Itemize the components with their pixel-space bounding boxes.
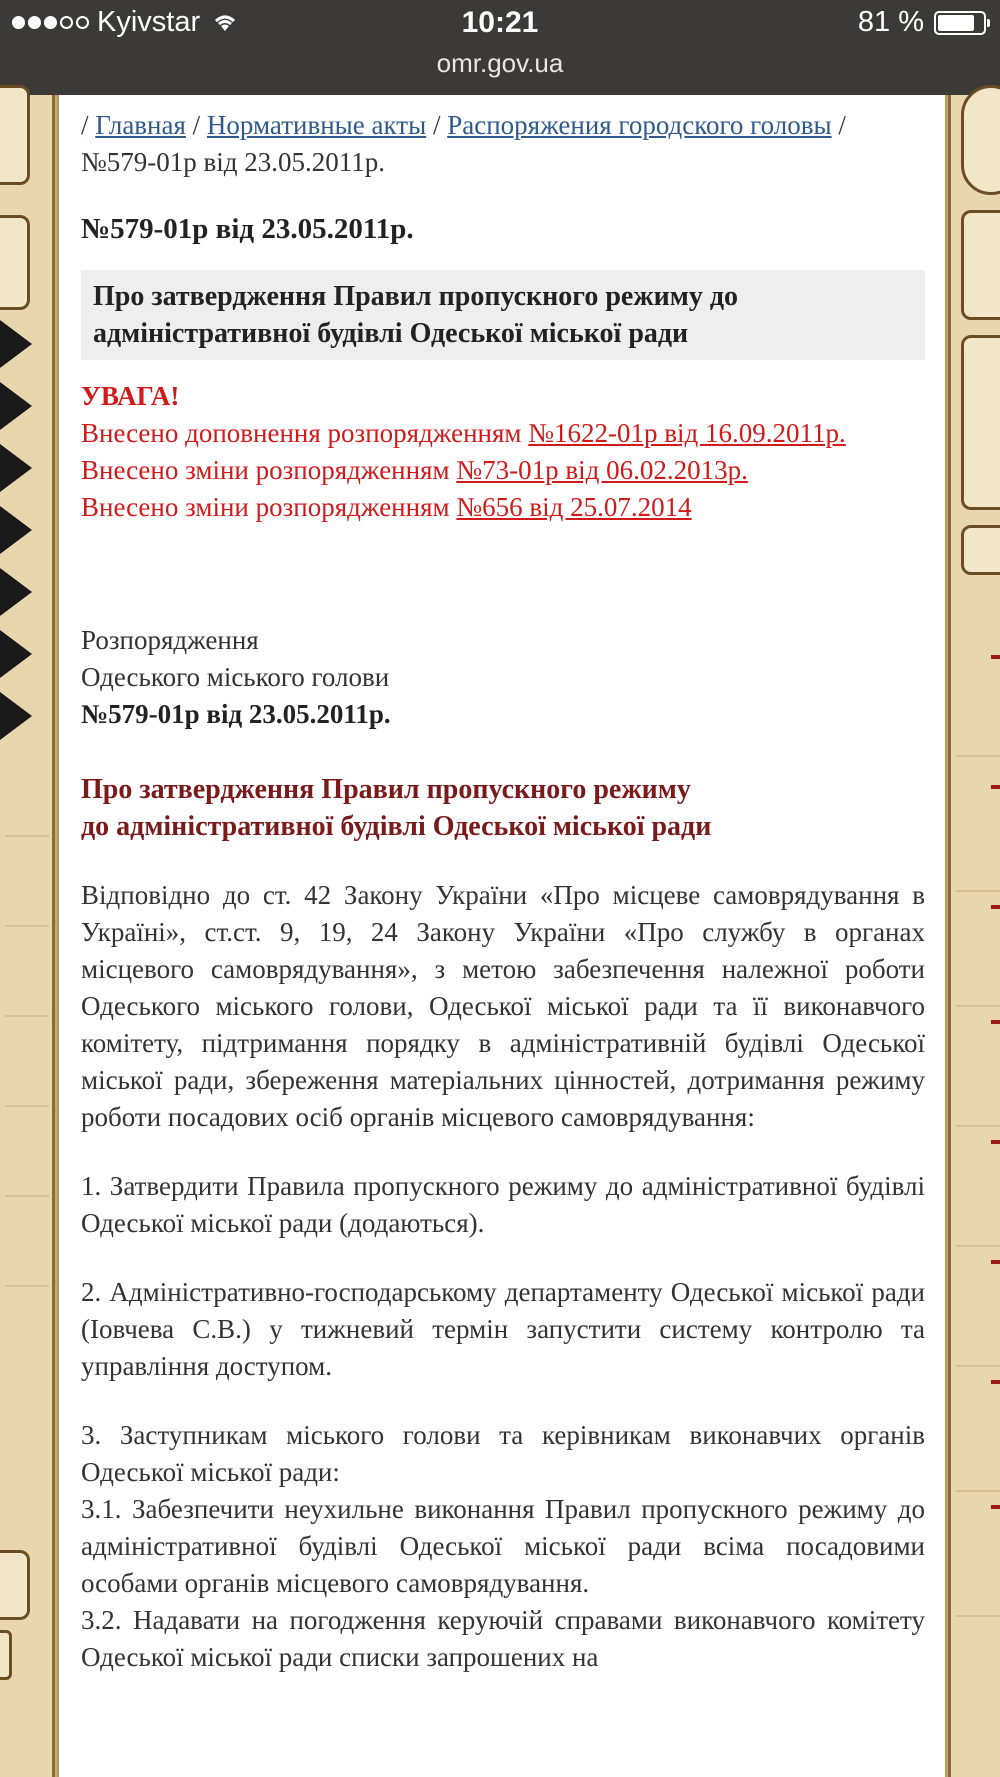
divider (5, 925, 49, 927)
divider (956, 1365, 1000, 1367)
amendment-link[interactable]: №1622-01р від 16.09.2011р. (528, 418, 846, 448)
divider (956, 890, 1000, 892)
decree-issuer: Одеського міського голови (81, 662, 390, 692)
news-marker (991, 1505, 1000, 1509)
menu-arrow-icon[interactable] (0, 630, 32, 678)
decree-title (81, 771, 925, 845)
right-news-box (961, 335, 1000, 510)
document-title-box (81, 270, 925, 360)
amendment-line (81, 489, 925, 526)
battery-info (858, 6, 986, 39)
decree-title-line: Про затвердження Правил пропускного режиму (81, 774, 691, 805)
right-deco-frame (961, 210, 1000, 320)
decree-item-1: 1. Затвердити Правила пропускного режиму до адміністративної будівлі Одеської міської ради (додаються). (81, 1171, 925, 1238)
breadcrumb-separator: / (432, 110, 441, 140)
news-marker (991, 905, 1000, 909)
divider (956, 755, 1000, 757)
right-deco-frame (961, 525, 1000, 575)
divider (5, 1105, 49, 1107)
decree-item-3: 3. Заступникам міського голови та керівникам виконавчих органів Одеської міської ради: (81, 1420, 925, 1487)
notice-heading: УВАГА! (81, 381, 180, 411)
left-input-fragment[interactable] (0, 1630, 12, 1680)
decree-item-2: 2. Адміністративно-господарському департаменту Одеської міської ради (Іовчева С.В.) у тижневий термін запустити систему контролю та управління доступом. (81, 1277, 925, 1381)
document-title-line: Про затвердження Правил пропускного режиму до (93, 281, 738, 312)
decree-type: Розпорядження (81, 625, 259, 655)
divider (956, 1005, 1000, 1007)
breadcrumb-current: №579-01р від 23.05.2011р. (81, 147, 385, 177)
amendments-notice (81, 378, 925, 526)
document-title-line: адміністративної будівлі Одеської міської ради (93, 318, 689, 349)
status-bar (0, 0, 1000, 95)
divider (5, 1015, 49, 1017)
left-deco-frame (0, 215, 30, 310)
menu-arrow-icon[interactable] (0, 320, 32, 368)
menu-arrow-icon[interactable] (0, 506, 32, 554)
amendment-line (81, 415, 925, 452)
divider (956, 1490, 1000, 1492)
breadcrumb-separator: / (192, 110, 201, 140)
left-deco-frame (0, 1550, 30, 1620)
main-content (57, 95, 947, 1777)
breadcrumb-acts-link[interactable]: Нормативные акты (206, 110, 427, 140)
news-marker (991, 1260, 1000, 1264)
left-deco-frame (0, 85, 30, 185)
page-title: №579-01р від 23.05.2011р. (81, 213, 414, 245)
breadcrumb-separator: / (838, 110, 846, 140)
amendment-line (81, 452, 925, 489)
amendment-text: Внесено зміни розпорядженням (81, 492, 457, 522)
search-icon[interactable] (961, 85, 1000, 195)
battery-icon (934, 11, 986, 35)
spacer (81, 526, 925, 622)
amendment-link[interactable]: №656 від 25.07.2014 (456, 492, 692, 522)
battery-percent: 81 % (857, 6, 924, 38)
clock: 10:21 (461, 6, 539, 39)
right-sidebar (948, 95, 1000, 1777)
menu-arrow-icon[interactable] (0, 568, 32, 616)
divider (5, 1285, 49, 1287)
breadcrumb-orders-link[interactable]: Распоряжения городского головы (447, 110, 832, 140)
breadcrumb-separator: / (81, 110, 89, 140)
decree-number: №579-01р від 23.05.2011р. (81, 699, 391, 729)
divider (956, 1125, 1000, 1127)
amendment-text: Внесено зміни розпорядженням (81, 455, 457, 485)
breadcrumb (81, 107, 925, 181)
decree-intro-paragraph: Відповідно до ст. 42 Закону України «Про місцеве самоврядування в Україні», ст.ст. 9, 19, 24 Закону України «Про службу в органах місцевого самоврядування», з метою забезпечення належної роботи Одеського міського голови, Одеської міської ради та її виконавчого комітету, підтримання порядку в адміністративній будівлі Одеської міської ради, збереження матеріальних цінностей, дотримання режиму роботи посадових осіб органів місцевого самоврядування: (81, 880, 925, 1132)
breadcrumb-home-link[interactable]: Главная (95, 110, 186, 140)
decree-title-line: до адміністративної будівлі Одеської міської ради (81, 811, 712, 842)
menu-arrow-icon[interactable] (0, 382, 32, 430)
news-marker (991, 1380, 1000, 1384)
amendment-text: Внесено доповнення розпорядженням (81, 418, 529, 448)
divider (5, 835, 49, 837)
divider (956, 1245, 1000, 1247)
divider (5, 1195, 49, 1197)
divider (956, 1615, 1000, 1617)
decree-item-3-2: 3.2. Надавати на погодження керуючій справами виконавчого комітету Одеської міської ради списки запрошених на (81, 1605, 925, 1672)
news-marker (991, 785, 1000, 789)
menu-arrow-icon[interactable] (0, 444, 32, 492)
news-marker (991, 1140, 1000, 1144)
amendment-link[interactable]: №73-01р від 06.02.2013р. (456, 455, 748, 485)
left-sidebar (0, 95, 55, 1777)
decree-item-3-1: 3.1. Забезпечити неухильне виконання Правил пропускного режиму до адміністративної будівлі Одеської міської ради всіма посадовими особами органів місцевого самоврядування. (81, 1494, 925, 1598)
decree-header (81, 622, 925, 733)
menu-arrow-icon[interactable] (0, 692, 32, 740)
news-marker (991, 655, 1000, 659)
news-marker (991, 1020, 1000, 1024)
address-bar[interactable]: omr.gov.ua (436, 48, 564, 78)
carrier-name: Kyivstar (97, 6, 201, 38)
